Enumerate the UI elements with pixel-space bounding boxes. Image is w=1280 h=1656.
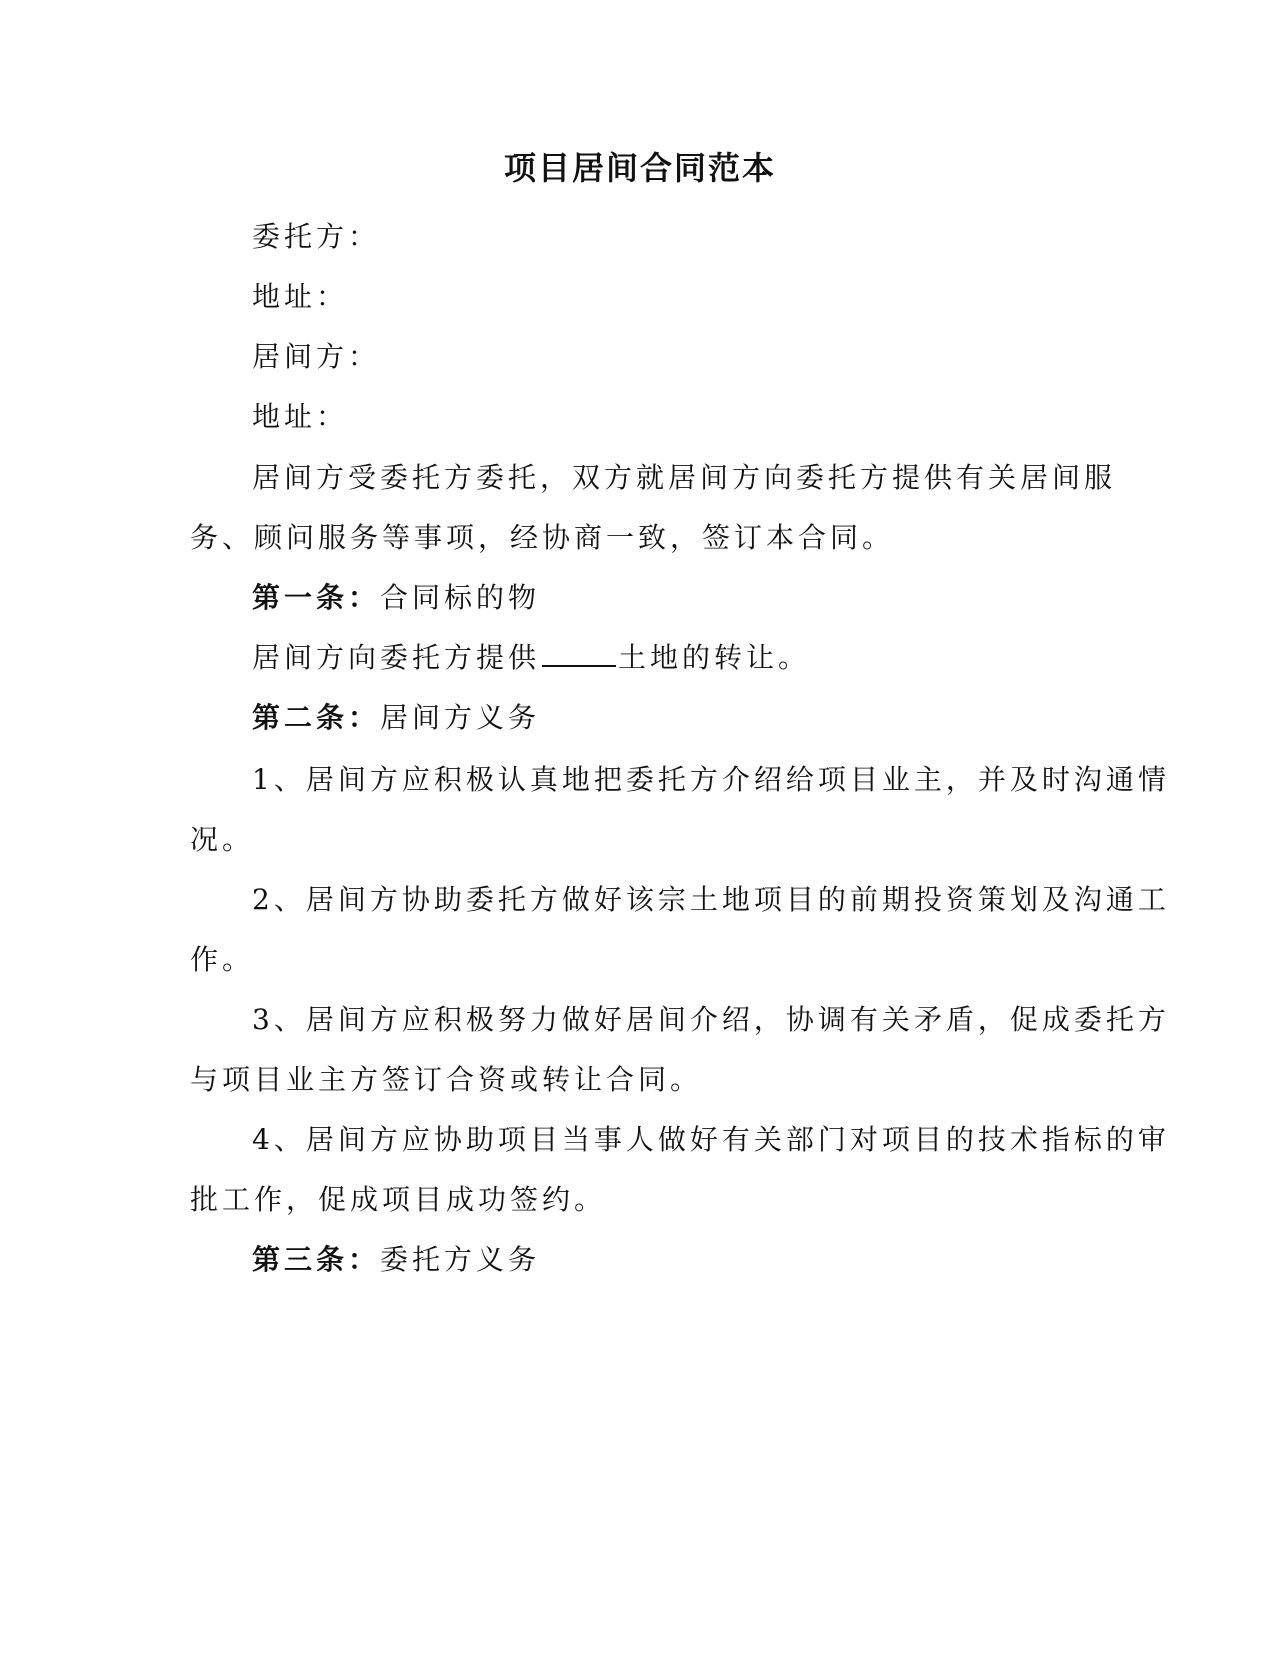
article-2-item-1-line-2: 况。 <box>190 823 255 856</box>
article-1-body <box>252 638 810 678</box>
article-2-item-1-line-1 <box>252 760 1170 800</box>
item-number: 3 <box>252 1003 274 1036</box>
item-number: 4 <box>252 1123 274 1156</box>
intermediary-address-label: 地址： <box>252 400 349 433</box>
preamble-line-1: 居间方受委托方委托，双方就居间方向委托方提供有关居间服 <box>252 461 1117 494</box>
article-2-item-2-line-2: 作。 <box>190 943 255 976</box>
preamble-line-2: 务、顾问服务等事项，经协商一致，签订本合同。 <box>190 521 895 554</box>
item-number: 1 <box>252 763 274 796</box>
article-2-item-3-line-1 <box>252 1000 1170 1040</box>
article-1-title: 合同标的物 <box>380 581 541 614</box>
article-3-heading-row <box>252 1240 540 1280</box>
item-text: 、居间方协助委托方做好该宗土地项目的前期投资策划及沟通工 <box>273 883 1170 916</box>
item-text: 、居间方应积极认真地把委托方介绍给项目业主，并及时沟通情 <box>273 763 1170 796</box>
article-1-body-end: 土地的转让。 <box>618 641 811 674</box>
item-text: 、居间方应协助项目当事人做好有关部门对项目的技术指标的审 <box>273 1123 1170 1156</box>
article-3-title: 委托方义务 <box>380 1243 541 1276</box>
article-1-heading: 第一条： <box>252 581 381 614</box>
article-1-body-start: 居间方向委托方提供 <box>252 641 541 674</box>
article-2-item-3-line-2: 与项目业主方签订合资或转让合同。 <box>190 1063 703 1096</box>
article-2-heading: 第二条： <box>252 701 381 734</box>
item-number: 2 <box>252 883 274 916</box>
article-2-title: 居间方义务 <box>380 701 541 734</box>
document-title: 项目居间合同范本 <box>503 149 776 187</box>
client-address-label: 地址： <box>252 280 349 313</box>
fill-in-blank[interactable] <box>542 639 616 667</box>
article-2-item-4-line-2: 批工作，促成项目成功签约。 <box>190 1183 607 1216</box>
article-2-item-2-line-1 <box>252 880 1170 920</box>
intermediary-label: 居间方： <box>252 340 381 373</box>
article-1-heading-row <box>252 578 540 618</box>
client-label: 委托方： <box>252 220 381 253</box>
article-2-item-4-line-1 <box>252 1120 1170 1160</box>
article-2-heading-row <box>252 698 540 738</box>
article-3-heading: 第三条： <box>252 1243 381 1276</box>
item-text: 、居间方应积极努力做好居间介绍，协调有关矛盾，促成委托方 <box>273 1003 1170 1036</box>
